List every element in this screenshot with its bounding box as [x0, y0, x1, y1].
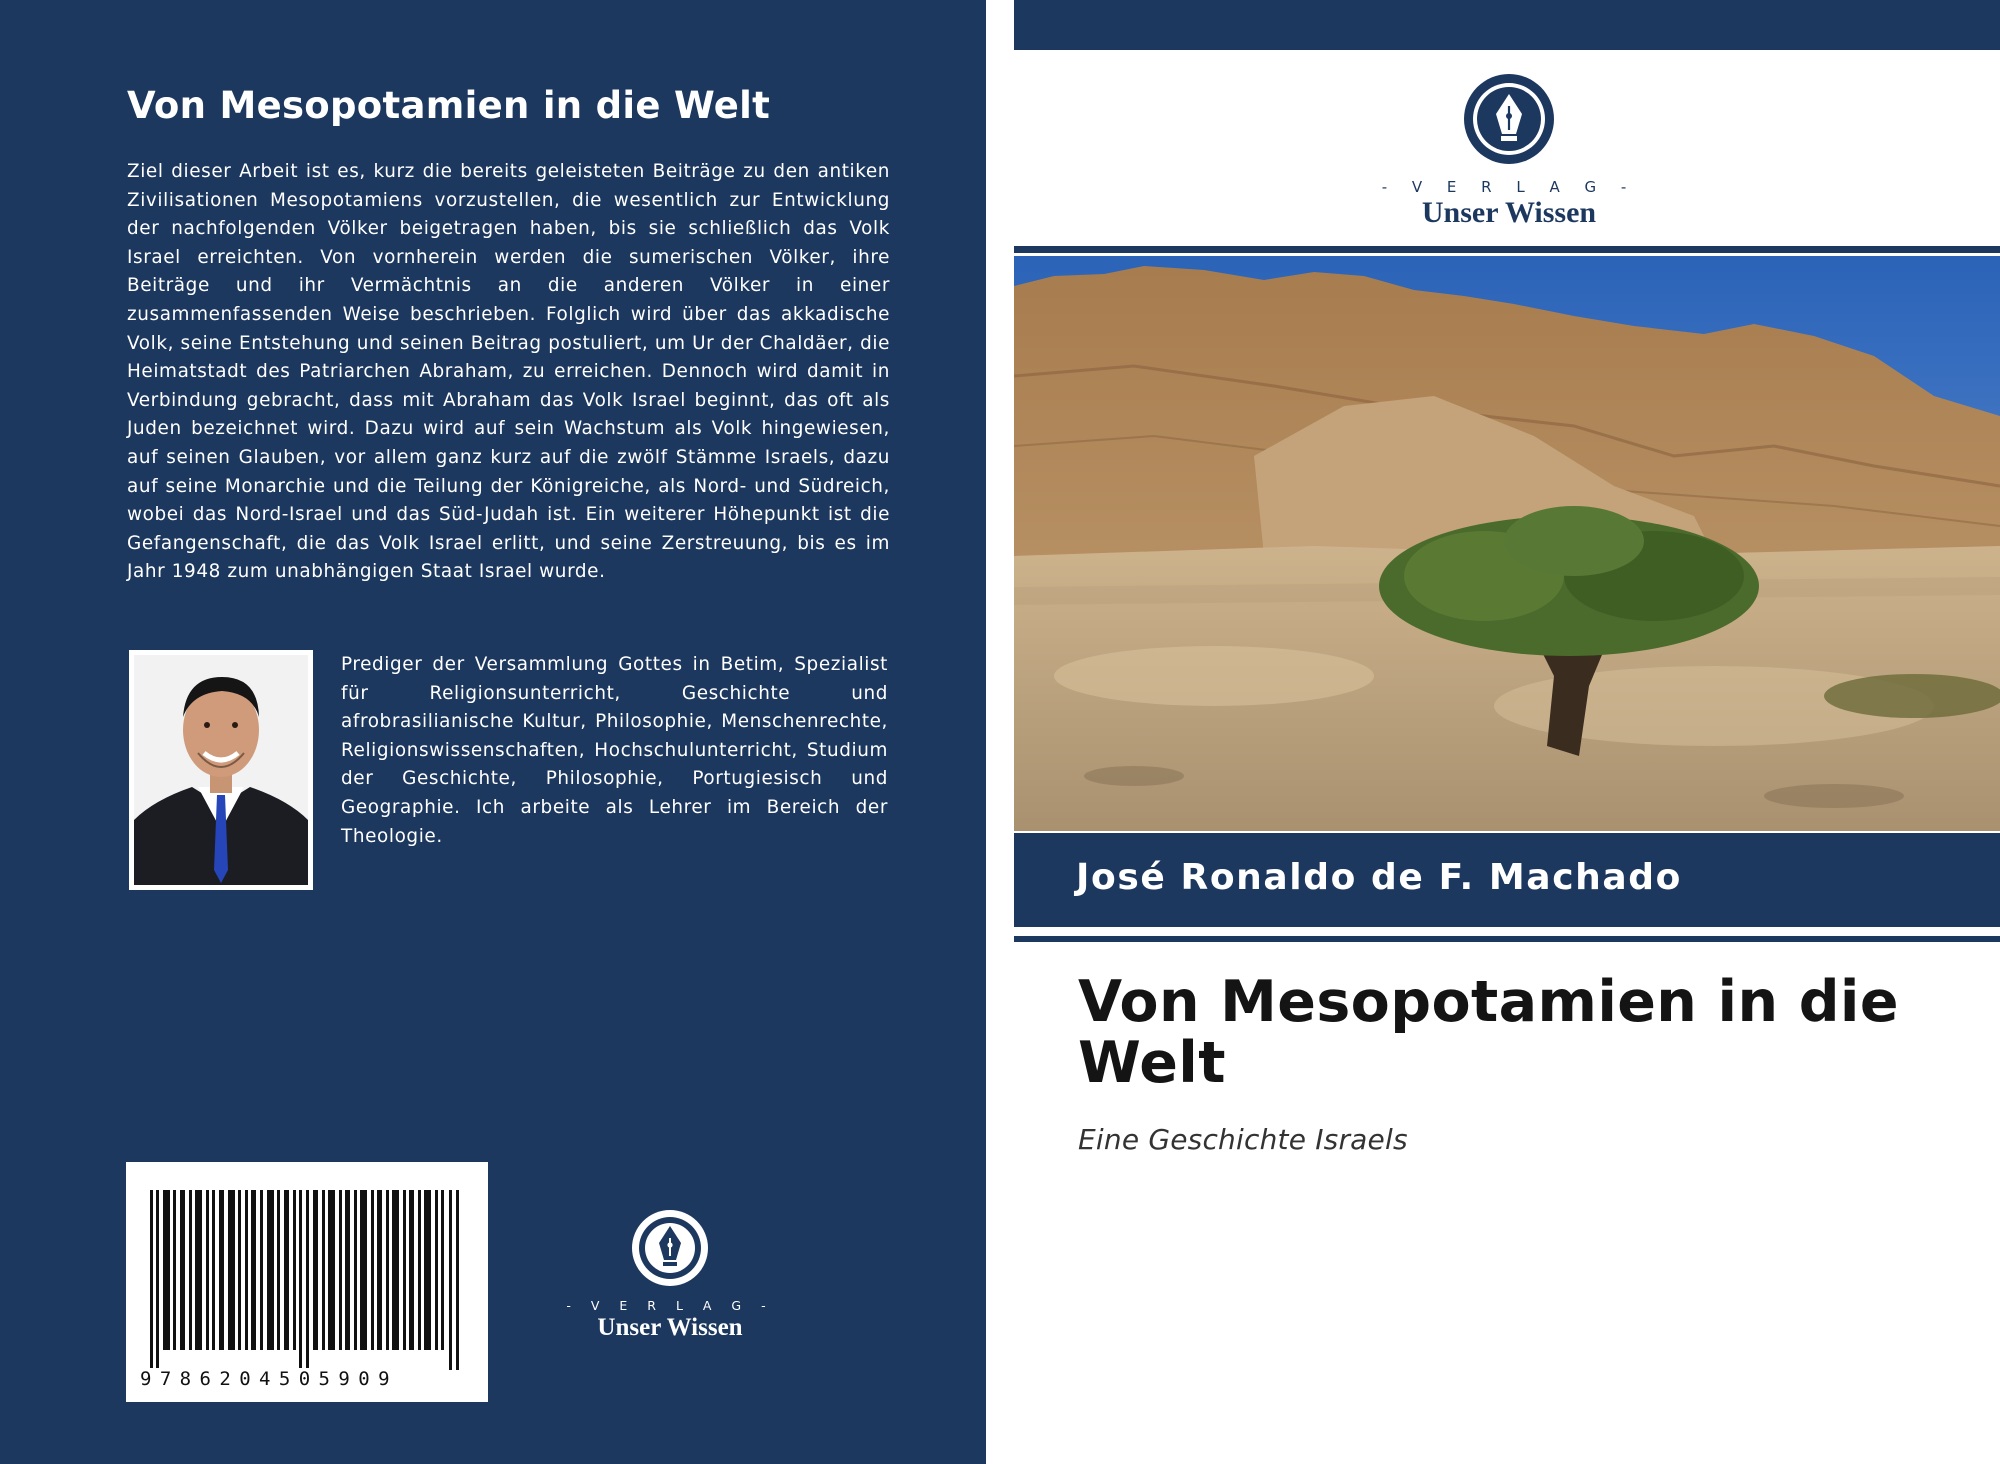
publisher-logo-front: [1374, 72, 1644, 230]
publisher-name: Unser Wissen: [597, 1314, 743, 1341]
book-summary: Ziel dieser Arbeit ist es, kurz die bereits geleisteten Beiträge zu den antiken Zivilisationen Mesopotamiens vorzustellen, die wesentlich zur Entwicklung der nachfolgenden Völker beigetragen haben, bis sie schließlich das Volk Israel erreichten. Von vornherein werden die sumerischen Völker, ihre Beiträge und ihr Vermächtnis an die anderen Völker in einer zusammenfassenden Weise beschrieben. Folglich wird über das akkadische Volk, seine Entstehung und seinen Beitrag postuliert, um Ur der Chaldäer, die Heimatstadt des Patriarchen Abraham, zu erreichen. Dennoch wird damit in Verbindung gebracht, dass mit Abraham das Volk Israel beginnt, das oft als Juden bezeichnet wird. Dazu wird auf sein Wachstum als Volk hingewiesen, auf seinen Glauben, vor allem ganz kurz auf die zwölf Stämme Israels, dazu auf seine Monarchie und die Teilung der Königreiche, als Nord- und Südreich, wobei das Nord-Israel und das Süd-Judah ist. Ein weiterer Höhepunkt ist die Gefangenschaft, die das Volk Israel erlitt, und seine Zerstreuung, bis es im Jahr 1948 zum unabhängigen Staat Israel wurde.: [127, 161, 890, 583]
cover-photo-desert-landscape: [1014, 256, 2000, 831]
cover-spine: [986, 0, 1014, 1464]
barcode-bars: [146, 1190, 468, 1370]
publisher-logo-back: [560, 1208, 780, 1342]
author-name: José Ronaldo de F. Machado: [1076, 857, 1682, 898]
fountain-pen-nib-icon: [1462, 72, 1556, 166]
author-band: [1014, 833, 2000, 927]
back-cover-title: Von Mesopotamien in die Welt: [127, 84, 771, 127]
author-band-rule: [1014, 936, 2000, 942]
publisher-verlag-label: - V E R L A G -: [566, 1298, 774, 1313]
publisher-name: Unser Wissen: [1421, 196, 1597, 229]
publisher-verlag-label: - V E R L A G -: [1381, 178, 1637, 196]
isbn-barcode: [126, 1162, 488, 1402]
front-top-band: [1014, 0, 2000, 50]
author-bio: Prediger der Versammlung Gottes in Betim, Spezialist für Religionsunterricht, Geschichte und afrobrasilianische Kultur, Philosophie, Menschenrechte, Religionswissenschaften, Hochschulunterricht, Studium der Geschichte, Philosophie, Portugiesisch und Geographie. Ich arbeite als Lehrer im Bereich der Theologie.: [341, 654, 888, 847]
front-cover: [1014, 0, 2000, 1464]
author-portrait: [129, 650, 313, 890]
book-subtitle: Eine Geschichte Israels: [1078, 1123, 1408, 1156]
back-cover: [0, 0, 986, 1464]
fountain-pen-nib-icon: [630, 1208, 710, 1288]
book-title: Von Mesopotamien in die Welt: [1078, 969, 1899, 1096]
photo-top-rule: [1014, 246, 2000, 253]
isbn-digits: 9786204505909: [140, 1368, 398, 1390]
